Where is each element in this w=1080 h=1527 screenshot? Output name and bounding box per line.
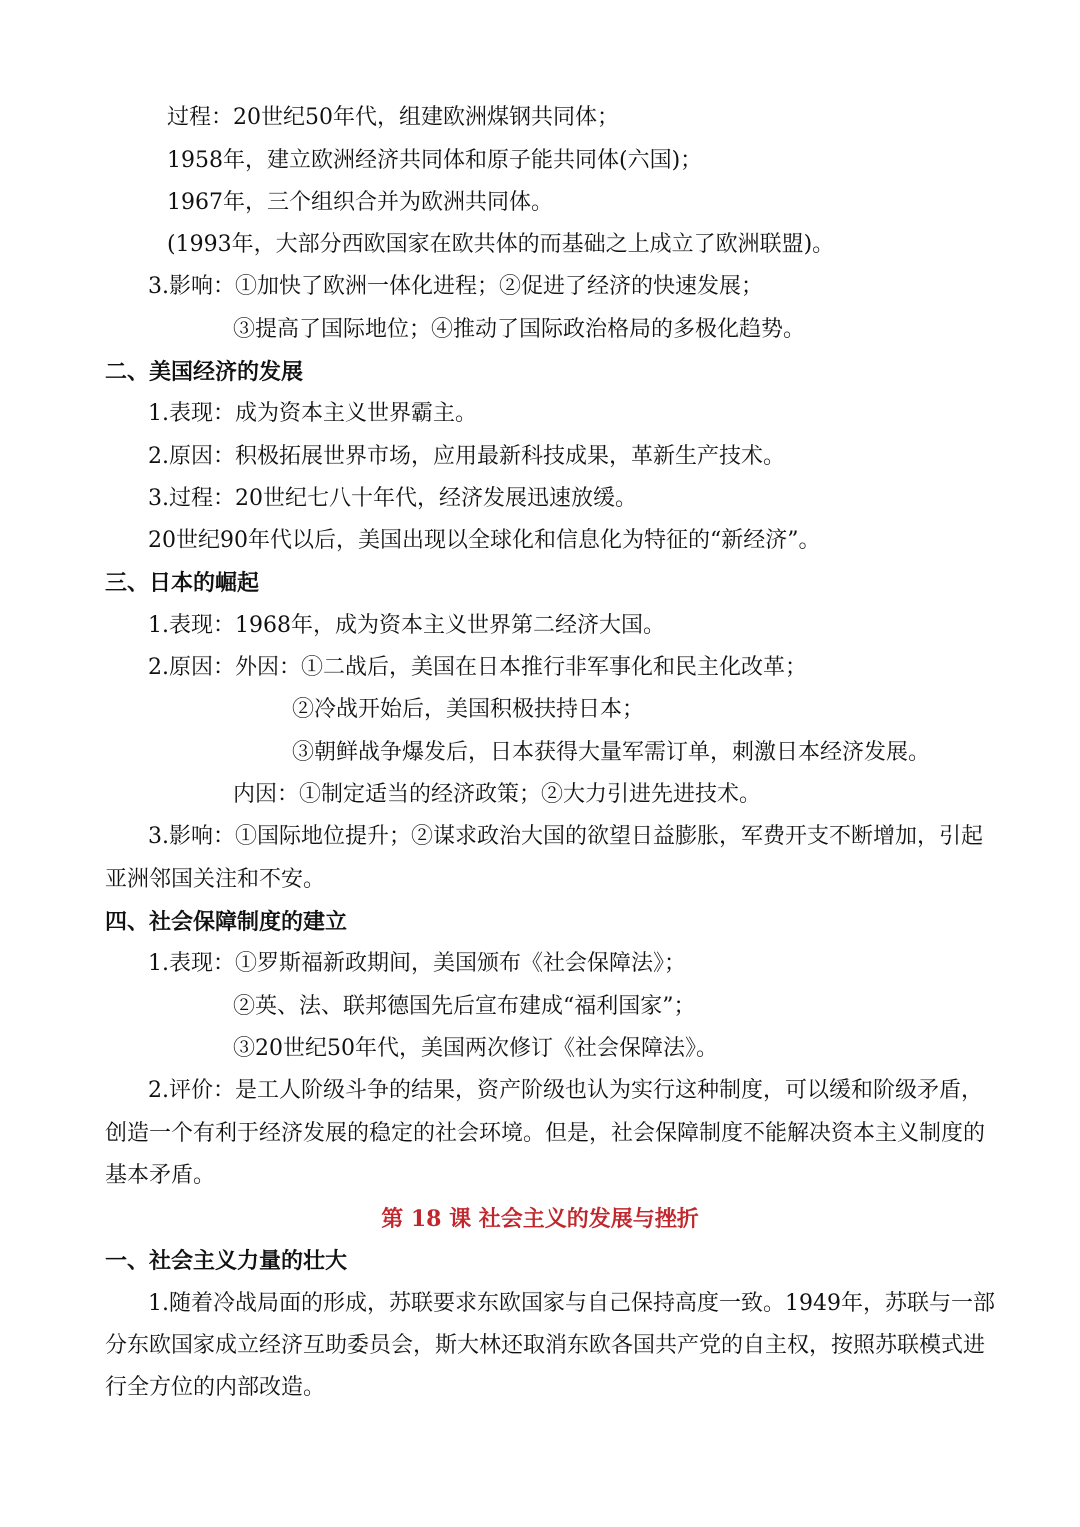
us-line-3: 3.过程：20世纪七八十年代，经济发展迅速放缓。 bbox=[148, 486, 637, 511]
japan-line-3: ②冷战开始后，美国积极扶持日本； bbox=[292, 697, 645, 722]
welfare-line-4: 2.评价：是工人阶级斗争的结果，资产阶级也认为实行这种制度，可以缓和阶级矛盾， bbox=[148, 1078, 983, 1103]
japan-line-2: 2.原因：外因：①二战后，美国在日本推行非军事化和民主化改革； bbox=[148, 655, 807, 680]
section-welfare-heading: 四、社会保障制度的建立 bbox=[105, 909, 348, 935]
lesson-18-title: 第 18 课 社会主义的发展与挫折 bbox=[381, 1206, 699, 1232]
section-japan-heading: 三、日本的崛起 bbox=[105, 570, 260, 596]
section-socialism-heading: 一、社会主义力量的壮大 bbox=[105, 1248, 348, 1274]
japan-line-4: ③朝鲜战争爆发后，日本获得大量军需订单，刺激日本经济发展。 bbox=[292, 740, 931, 765]
europe-process-line-2: 1958年，建立欧洲经济共同体和原子能共同体(六国)； bbox=[167, 148, 703, 173]
japan-line-1: 1.表现：1968年，成为资本主义世界第二经济大国。 bbox=[148, 613, 665, 638]
welfare-line-2: ②英、法、联邦德国先后宣布建成“福利国家”； bbox=[233, 994, 696, 1019]
socialism-line-1: 1.随着冷战局面的形成，苏联要求东欧国家与自己保持高度一致。1949年，苏联与一部 bbox=[148, 1291, 995, 1316]
europe-impact-line-2: ③提高了国际地位；④推动了国际政治格局的多极化趋势。 bbox=[233, 317, 806, 342]
europe-process-line-1: 过程：20世纪50年代，组建欧洲煤钢共同体； bbox=[167, 105, 619, 130]
socialism-line-3: 行全方位的内部改造。 bbox=[105, 1375, 326, 1400]
us-line-1: 1.表现：成为资本主义世界霸主。 bbox=[148, 401, 477, 426]
welfare-line-5: 创造一个有利于经济发展的稳定的社会环境。但是，社会保障制度不能解决资本主义制度的 bbox=[105, 1121, 986, 1146]
japan-line-6: 3.影响：①国际地位提升；②谋求政治大国的欲望日益膨胀，军费开支不断增加，引起 bbox=[148, 824, 983, 849]
socialism-line-2: 分东欧国家成立经济互助委员会，斯大林还取消东欧各国共产党的自主权，按照苏联模式进 bbox=[105, 1333, 986, 1358]
europe-process-line-4: (1993年，大部分西欧国家在欧共体的而基础之上成立了欧洲联盟)。 bbox=[167, 232, 835, 257]
europe-process-line-3: 1967年，三个组织合并为欧洲共同体。 bbox=[167, 190, 553, 215]
japan-line-5: 内因：①制定适当的经济政策；②大力引进先进技术。 bbox=[233, 782, 762, 807]
japan-line-7: 亚洲邻国关注和不安。 bbox=[105, 867, 326, 892]
us-line-4: 20世纪90年代以后，美国出现以全球化和信息化为特征的“新经济”。 bbox=[148, 528, 821, 553]
section-us-heading: 二、美国经济的发展 bbox=[105, 359, 304, 385]
welfare-line-3: ③20世纪50年代，美国两次修订《社会保障法》。 bbox=[233, 1036, 718, 1061]
europe-impact-line-1: 3.影响：①加快了欧洲一体化进程；②促进了经济的快速发展； bbox=[148, 274, 763, 299]
welfare-line-6: 基本矛盾。 bbox=[105, 1163, 216, 1188]
welfare-line-1: 1.表现：①罗斯福新政期间，美国颁布《社会保障法》； bbox=[148, 951, 686, 976]
us-line-2: 2.原因：积极拓展世界市场，应用最新科技成果，革新生产技术。 bbox=[148, 444, 785, 469]
